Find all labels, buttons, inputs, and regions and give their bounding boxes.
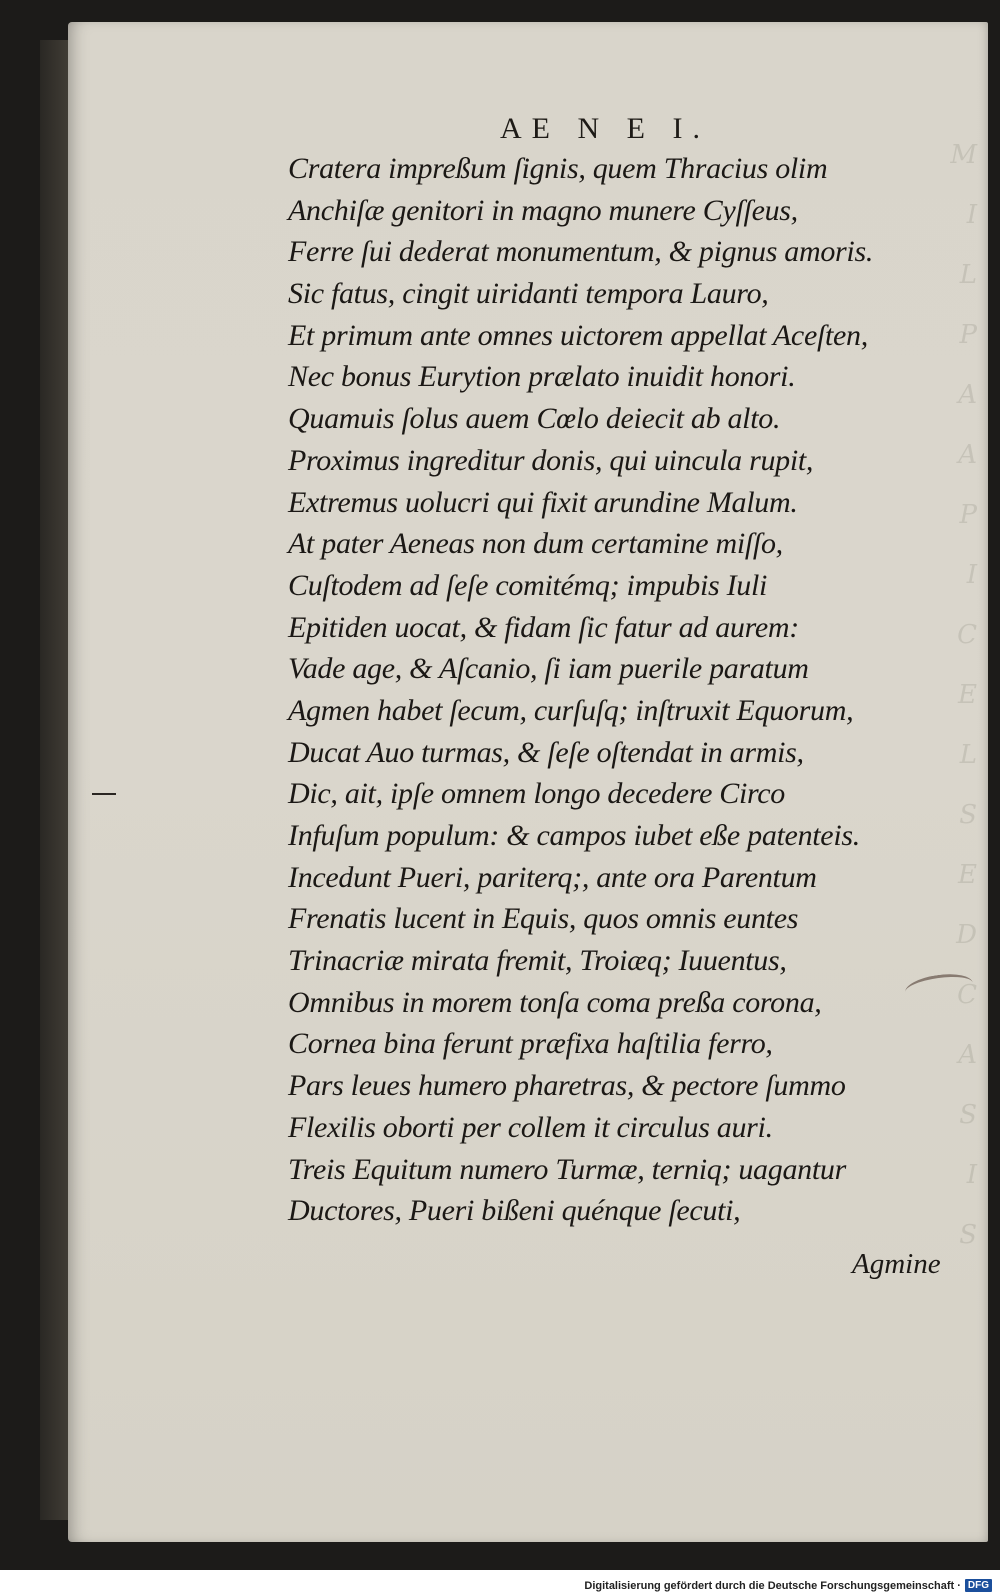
verse-line: Treis Equitum numero Turmæ, terniq; uagantur (288, 1152, 846, 1186)
verse-line: Ductores, Pueri bißeni quénque ſecuti, (288, 1194, 741, 1228)
verse-line: Vade age, & Aſcanio, ſi iam puerile paratum (288, 652, 809, 686)
running-head: AE N E I. (500, 112, 710, 145)
digitization-footer (584, 1579, 992, 1592)
dfg-logo-icon: DFG (965, 1579, 992, 1592)
verse-line: Agmen habet ſecum, curſuſq; inſtruxit Equorum, (288, 693, 854, 727)
verse-line: Dic, ait, ipſe omnem longo decedere Circo (288, 777, 786, 811)
verse-line: Epitiden uocat, & fidam ſic fatur ad aurem: (288, 610, 799, 644)
verse-line: Proximus ingreditur donis, qui uincula rupit, (288, 443, 814, 477)
verse-line: Et primum ante omnes uictorem appellat Aceſten, (288, 318, 868, 352)
verse-line: Anchiſæ genitori in magno munere Cyſſeus, (288, 193, 798, 227)
verse-line: Sic fatus, cingit uiridanti tempora Lauro, (288, 277, 769, 311)
verse-line: Flexilis oborti per collem it circulus auri. (288, 1110, 773, 1144)
verse-line: Cuſtodem ad ſeſe comitémq; impubis Iuli (288, 568, 768, 602)
verse-line: Extremus uolucri qui fixit arundine Malum. (288, 485, 798, 519)
verse-line: Infuſum populum: & campos iubet eße patenteis. (288, 819, 860, 852)
verse-line: Pars leues humero pharetras, & pectore ſummo (288, 1069, 846, 1103)
verse-line: Cratera impreßum ſignis, quem Thracius olim (288, 152, 828, 185)
verse-line: Omnibus in morem tonſa coma preßa corona, (288, 985, 822, 1019)
verse-line: At pater Aeneas non dum certamine miſſo, (288, 527, 783, 561)
verse-block (288, 148, 928, 1232)
show-through-text: M I L P A A P I C E L S E D C A S I S (950, 140, 977, 1250)
verse-line: Nec bonus Eurytion prælato inuidit honori. (288, 360, 796, 394)
catchword: Agmine (852, 1248, 941, 1280)
verse-line: Incedunt Pueri, pariterq;, ante ora Parentum (288, 860, 817, 894)
verse-line: Quamuis ſolus auem Cœlo deiecit ab alto. (288, 402, 781, 436)
verse-line: Frenatis lucent in Equis, quos omnis euntes (288, 902, 799, 936)
margin-dash (92, 793, 116, 795)
footer-credit: Digitalisierung gefördert durch die Deutsche Forschungsgemeinschaft · (584, 1579, 961, 1592)
verse-line: Ducat Auo turmas, & ſeſe oſtendat in armis, (288, 735, 804, 769)
verse-line: Ferre ſui dederat monumentum, & pignus amoris. (288, 235, 874, 269)
verse-line: Trinacriæ mirata fremit, Troiæq; Iuuentus, (288, 944, 787, 978)
verse-line: Cornea bina ferunt præfixa haſtilia ferro, (288, 1027, 773, 1061)
